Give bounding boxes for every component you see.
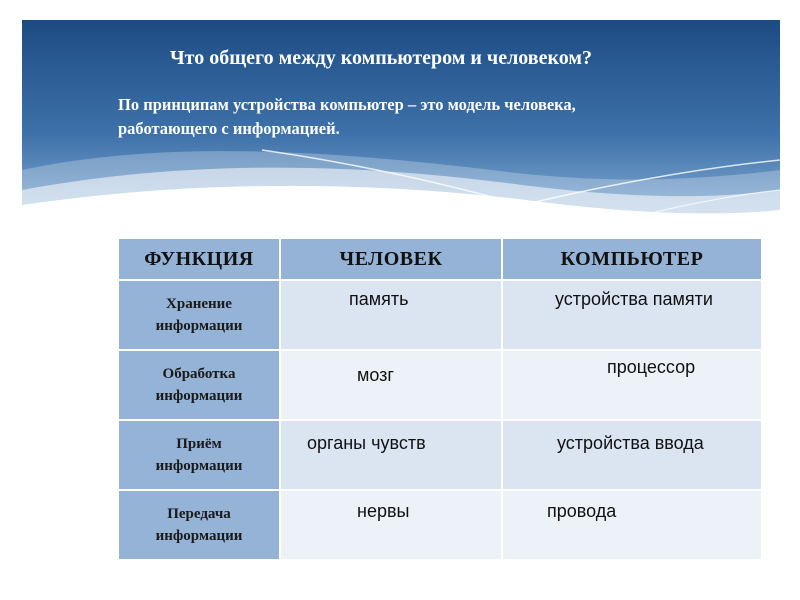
human-cell: мозг — [280, 350, 502, 420]
computer-cell: процессор — [502, 350, 762, 420]
human-cell: нервы — [280, 490, 502, 560]
table-row — [118, 280, 762, 350]
table-header-row — [118, 238, 762, 280]
slide-title: Что общего между компьютером и человеком? — [170, 47, 592, 69]
function-cell: Передача информации — [118, 490, 280, 560]
computer-cell: провода — [502, 490, 762, 560]
header-human: ЧЕЛОВЕК — [280, 238, 502, 280]
table-row — [118, 490, 762, 560]
function-cell: Приём информации — [118, 420, 280, 490]
function-cell: Хранение информации — [118, 280, 280, 350]
header-computer: КОМПЬЮТЕР — [502, 238, 762, 280]
comparison-table — [117, 237, 763, 561]
subtitle-line-2: работающего с информацией. — [118, 119, 340, 138]
computer-cell: устройства памяти — [502, 280, 762, 350]
human-cell: органы чувств — [280, 420, 502, 490]
table-row — [118, 420, 762, 490]
computer-cell: устройства ввода — [502, 420, 762, 490]
header-function: ФУНКЦИЯ — [118, 238, 280, 280]
subtitle-line-1: По принципам устройства компьютер – это модель человека, — [118, 95, 576, 114]
slide-subtitle — [118, 93, 758, 141]
function-cell: Обработка информации — [118, 350, 280, 420]
human-cell: память — [280, 280, 502, 350]
table-row — [118, 350, 762, 420]
